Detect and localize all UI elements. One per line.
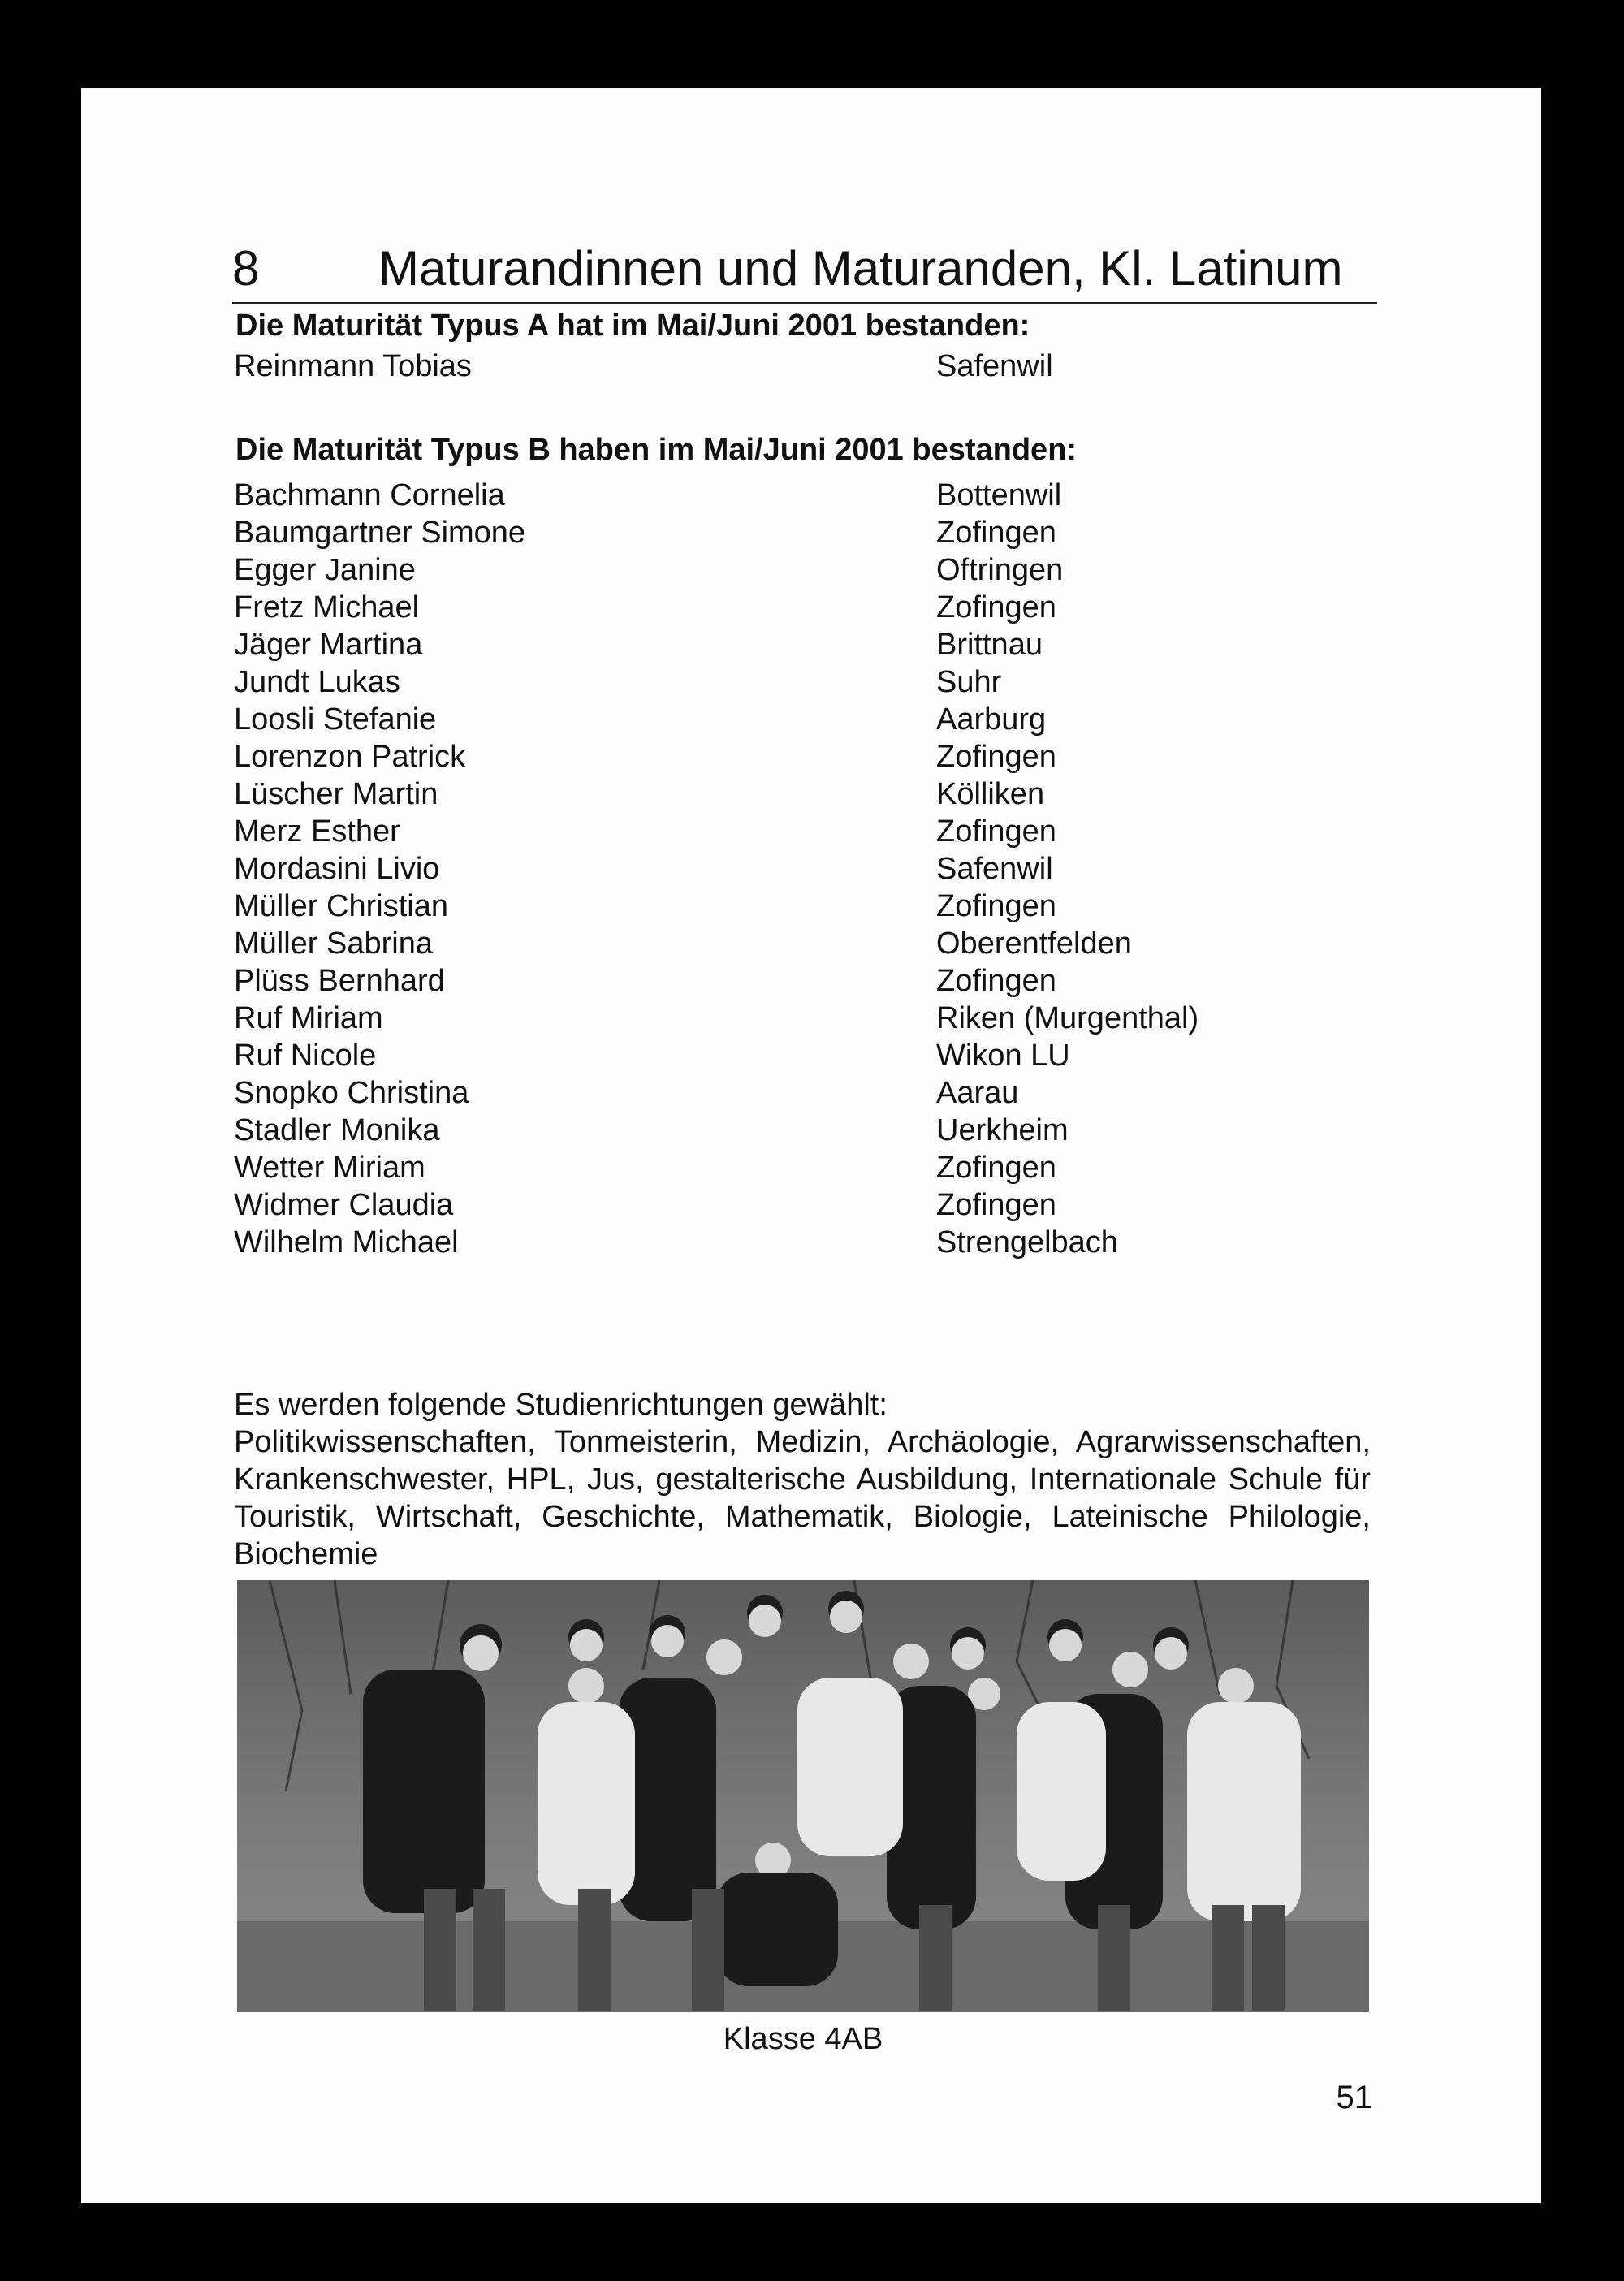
student-place: Wikon LU (936, 1039, 1070, 1073)
list-item (234, 1186, 1289, 1224)
student-place: Zofingen (936, 516, 1056, 550)
student-name: Stadler Monika (234, 1113, 440, 1147)
student-name: Lorenzon Patrick (234, 740, 466, 774)
student-name: Wetter Miriam (234, 1151, 425, 1185)
list-item (234, 925, 1289, 962)
student-name: Jäger Martina (234, 628, 423, 662)
list-item (234, 1000, 1289, 1037)
student-name: Loosli Stefanie (234, 702, 437, 737)
student-place: Strengelbach (936, 1225, 1118, 1259)
list-item (234, 1149, 1289, 1186)
student-name: Snopko Christina (234, 1076, 469, 1110)
student-name: Ruf Nicole (234, 1039, 377, 1073)
student-name: Mordasini Livio (234, 852, 440, 886)
studies-list: Politikwissenschaften, Tonmeisterin, Medizin, Archäologie, Agrarwissenschaften, Krankenschwester, HPL, Jus, gestalterische Ausbildung, Internationale Schule für Touristik, Wirtschaft, Geschichte, Mathematik, Biologie, Lateinische Philologie, Biochemie (234, 1425, 1371, 1571)
list-item (234, 813, 1289, 850)
student-place: Safenwil (936, 852, 1053, 886)
section-title: Maturandinnen und Maturanden, Kl. Latinum (378, 241, 1343, 296)
list-item (234, 1074, 1289, 1112)
student-name: Egger Janine (234, 553, 416, 587)
list-item (234, 663, 1289, 701)
student-place: Zofingen (936, 964, 1056, 998)
student-place: Zofingen (936, 1151, 1056, 1185)
class-photo-image (237, 1580, 1369, 2012)
student-name: Bachmann Cornelia (234, 478, 505, 512)
page-number: 51 (1336, 2080, 1372, 2115)
student-name: Reinmann Tobias (234, 349, 472, 383)
student-place: Zofingen (936, 1188, 1056, 1222)
list-item (234, 775, 1289, 813)
student-name: Ruf Miriam (234, 1001, 383, 1035)
class-photo (237, 1580, 1369, 2012)
type-b-title: Die Maturität Typus B haben im Mai/Juni 2001 bestanden: (235, 433, 1078, 467)
student-name: Widmer Claudia (234, 1188, 454, 1222)
list-item (234, 850, 1289, 888)
student-place: Zofingen (936, 814, 1056, 849)
list-item (234, 1112, 1289, 1149)
student-name: Merz Esther (234, 814, 400, 849)
section-number: 8 (232, 241, 260, 296)
student-place: Zofingen (936, 889, 1056, 923)
student-place: Aarau (936, 1076, 1019, 1110)
photo-caption: Klasse 4AB (723, 2022, 883, 2056)
student-place: Uerkheim (936, 1113, 1069, 1147)
student-place: Kölliken (936, 777, 1045, 811)
list-item (234, 701, 1289, 738)
student-name: Fretz Michael (234, 590, 420, 624)
student-name: Müller Christian (234, 889, 448, 923)
student-name: Lüscher Martin (234, 777, 438, 811)
student-place: Suhr (936, 665, 1002, 699)
student-place: Zofingen (936, 740, 1056, 774)
list-item (234, 477, 1289, 514)
student-place: Aarburg (936, 702, 1047, 737)
student-place: Riken (Murgenthal) (936, 1001, 1199, 1035)
student-name: Müller Sabrina (234, 927, 433, 961)
list-item (234, 738, 1289, 775)
document-page (81, 88, 1541, 2203)
type-a-title: Die Maturität Typus A hat im Mai/Juni 2001 bestanden: (235, 309, 1030, 343)
student-name: Baumgartner Simone (234, 516, 526, 550)
student-place: Zofingen (936, 590, 1056, 624)
list-item (234, 888, 1289, 925)
list-item (234, 589, 1289, 626)
list-item (234, 514, 1289, 551)
student-place: Safenwil (936, 349, 1053, 383)
student-name: Wilhelm Michael (234, 1225, 459, 1259)
student-place: Oftringen (936, 553, 1064, 587)
studies-intro: Es werden folgende Studienrichtungen gewählt: (234, 1388, 888, 1422)
list-item (234, 1037, 1289, 1074)
student-name: Jundt Lukas (234, 665, 400, 699)
list-item (234, 962, 1289, 1000)
student-place: Bottenwil (936, 478, 1062, 512)
list-item (234, 1224, 1289, 1261)
student-place: Oberentfelden (936, 927, 1132, 961)
student-name: Plüss Bernhard (234, 964, 445, 998)
student-place: Brittnau (936, 628, 1043, 662)
section-heading (232, 235, 1377, 304)
study-paragraph (234, 1386, 1371, 1573)
list-item (234, 626, 1289, 663)
list-item (234, 551, 1289, 589)
list-item (234, 348, 1289, 385)
